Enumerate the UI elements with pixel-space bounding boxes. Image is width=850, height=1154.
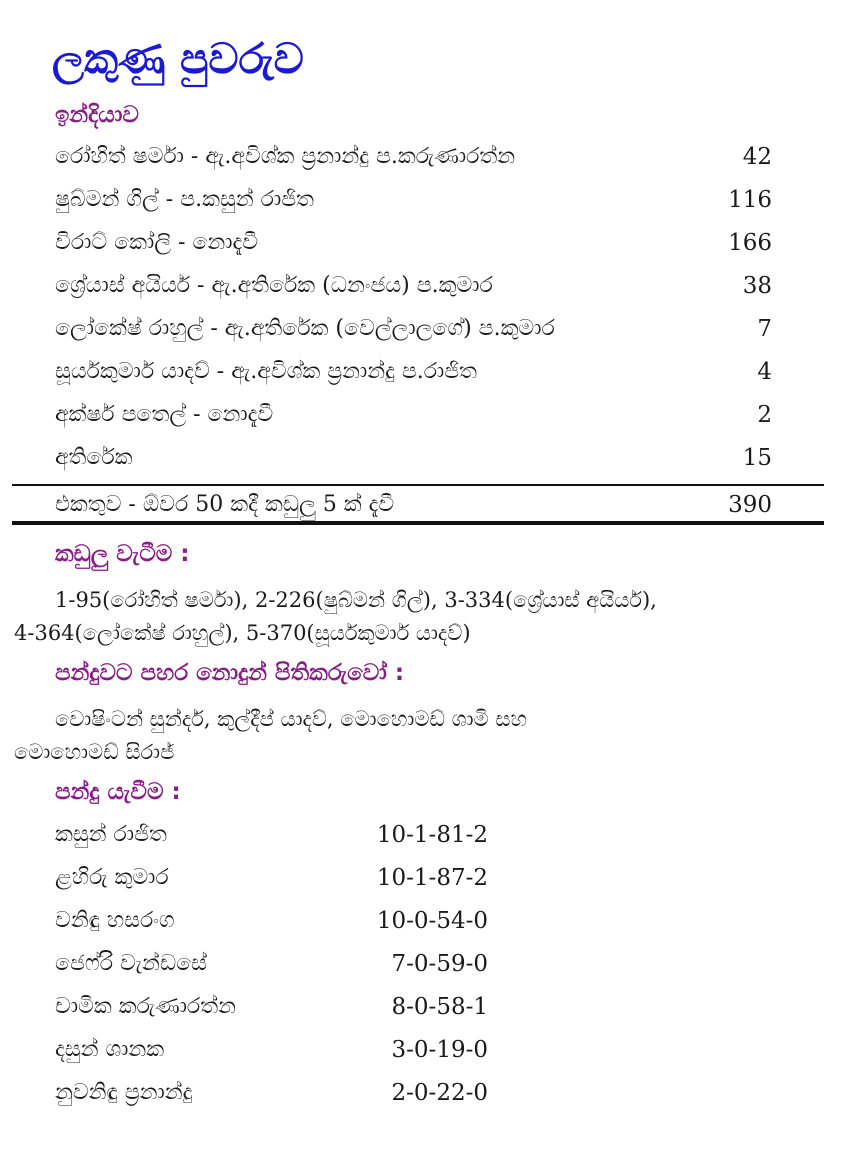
batter-entry: ශ්‍රේයාස් අයියර් - ඇ.අතිරේක (ධනංජය) ප.කුමාර <box>55 273 493 298</box>
bowler-name: වනිඳු හසරංග <box>55 908 175 933</box>
bowler-name: දසුන් ශානක <box>55 1037 165 1062</box>
bowler-figures: 2-0-22-0 <box>391 1080 488 1106</box>
team-heading: ඉන්දියාව <box>55 102 139 128</box>
batter-runs: 2 <box>757 402 772 428</box>
bowling-row <box>0 1080 850 1120</box>
bowling-row <box>0 822 850 862</box>
total-runs: 390 <box>728 492 772 518</box>
bowler-figures: 10-1-87-2 <box>376 865 488 891</box>
bowler-name: නුවනිඳු ප්‍රනාන්දු <box>55 1080 193 1105</box>
total-row <box>0 492 850 532</box>
fall-of-wickets-line: 4-364(ලෝකේෂ් රාහුල්), 5-370(සූර්යකුමාර් යාදව්) <box>14 621 471 645</box>
bowler-name: ජෙෆ්රි වැන්ඩසේ <box>55 951 207 976</box>
fall-of-wickets-line: 1-95(රෝහිත් ෂර්මා), 2-226(ෂුබ්මන් ගිල්), 3-334(ශ්‍රේයාස් අයියර්), <box>55 588 657 612</box>
bowler-figures: 10-0-54-0 <box>376 908 488 934</box>
batting-row <box>0 273 850 313</box>
batting-row <box>0 187 850 227</box>
bowler-figures: 7-0-59-0 <box>391 951 488 977</box>
bowling-row <box>0 865 850 905</box>
batter-entry: ලෝකේෂ් රාහුල් - ඇ.අතිරේක (වෙල්ලාලගේ) ප.කුමාර <box>55 316 555 341</box>
fall-of-wickets-heading: කඩුලු වැටීම : <box>55 541 190 567</box>
page-title: ලකුණු පුවරුව <box>52 34 304 83</box>
bowler-name: ළහිරු කුමාර <box>55 865 169 890</box>
batting-row <box>0 402 850 442</box>
batter-entry: රෝහිත් ෂර්මා - ඇ.අවිශ්ක ප්‍රනාන්දු ප.කරුණාරත්න <box>55 144 516 169</box>
batter-runs: 38 <box>742 273 772 299</box>
did-not-bat-heading: පන්දුවට පහර නොදුන් පිතිකරුවෝ : <box>55 660 405 686</box>
batter-entry: ෂුබ්මන් ගිල් - ප.කසුන් රාජිත <box>55 187 314 212</box>
batter-entry: සූර්යකුමාර් යාදව් - ඇ.අවිශ්ක ප්‍රනාන්දු ප.රාජිත <box>55 359 478 384</box>
batting-row <box>0 230 850 270</box>
batter-entry: විරාට් කෝලි - නොදැවී <box>55 230 259 255</box>
bowler-figures: 10-1-81-2 <box>376 822 488 848</box>
batter-runs: 7 <box>757 316 772 342</box>
batter-entry: අක්ෂර් පතෙල් - නොදැවී <box>55 402 274 427</box>
batting-row <box>0 316 850 356</box>
batter-runs: 116 <box>728 187 772 213</box>
bowling-row <box>0 1037 850 1077</box>
extras-label: අතිරේක <box>55 445 133 470</box>
bowling-row <box>0 908 850 948</box>
bowler-figures: 3-0-19-0 <box>391 1037 488 1063</box>
extras-runs: 15 <box>742 445 772 471</box>
batting-row <box>0 144 850 184</box>
batter-runs: 166 <box>728 230 772 256</box>
extras-row <box>0 445 850 485</box>
batter-runs: 42 <box>742 144 772 170</box>
bowler-name: කසුන් රාජිත <box>55 822 167 847</box>
bowler-name: චාමික කරුණාරත්න <box>55 994 236 1019</box>
total-bottom-rule <box>12 521 824 525</box>
batting-row <box>0 359 850 399</box>
bowling-heading: පන්දු යැවීම : <box>55 779 181 805</box>
did-not-bat-line: වොෂිංටන් සුන්දර්, කුල්දීප් යාදව්, මොහොමඩ් ශාමි සහ <box>55 707 527 731</box>
batter-runs: 4 <box>757 359 772 385</box>
total-label: එකතුව - ඕවර 50 කදී කඩුලු 5 ක් දැවී <box>55 492 395 517</box>
total-top-rule <box>12 484 824 486</box>
bowling-row <box>0 994 850 1034</box>
bowling-row <box>0 951 850 991</box>
did-not-bat-line: මොහොමඩ් සිරාජ් <box>14 740 175 764</box>
bowler-figures: 8-0-58-1 <box>391 994 488 1020</box>
